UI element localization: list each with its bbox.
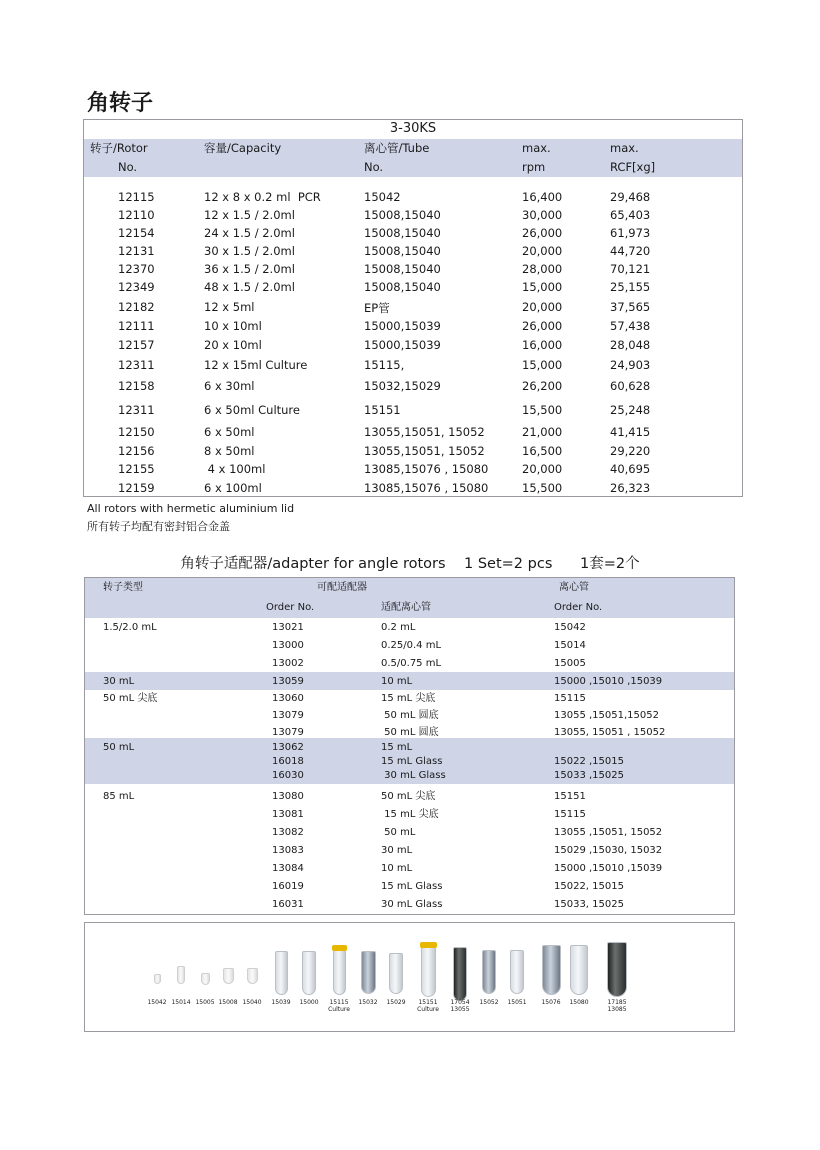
cell-tube-no: 15008,15040 <box>364 244 441 258</box>
cell-tube-no: 15008,15040 <box>364 280 441 294</box>
adapter-cell-fit-tube: 30 mL <box>381 845 413 856</box>
cell-max-rpm: 20,000 <box>522 462 563 476</box>
tube-image-4 <box>247 968 258 984</box>
adapter-header-tube-order-no: Order No. <box>554 602 603 613</box>
adapter-cell-adapter-order-no: 13060 <box>272 693 304 704</box>
cell-max-rpm: 26,000 <box>522 319 563 333</box>
cell-tube-no: 13055,15051, 15052 <box>364 425 485 439</box>
adapter-header-adapter: 可配适配器 <box>317 582 367 593</box>
cell-tube-no: 15000,15039 <box>364 338 441 352</box>
adapter-cell-adapter-order-no: 13081 <box>272 809 304 820</box>
adapter-cell-adapter-order-no: 13083 <box>272 845 304 856</box>
rotor-table-row <box>84 224 742 242</box>
rotor-table-row <box>84 242 742 260</box>
cell-capacity: 6 x 50ml Culture <box>204 403 300 417</box>
tube-label-number: 17054 <box>450 999 470 1006</box>
cell-max-rcf: 26,323 <box>610 481 651 495</box>
tube-image-11 <box>453 947 467 1001</box>
adapter-cell-adapter-order-no: 13079 <box>272 710 304 721</box>
tube-label-sub: Culture <box>417 1006 439 1013</box>
tube-label <box>602 999 632 1013</box>
cell-max-rpm: 21,000 <box>522 425 563 439</box>
tube-image-8 <box>361 951 376 994</box>
rotor-table-row <box>84 377 742 395</box>
tube-image-0 <box>154 974 161 984</box>
rotor-table-row <box>84 278 742 296</box>
cell-rotor-no: 12155 <box>118 462 155 476</box>
adapter-cell-adapter-order-no: 13079 <box>272 727 304 738</box>
tube-label <box>413 999 443 1013</box>
header-rotor-no: No. <box>118 160 138 174</box>
cell-capacity: 6 x 100ml <box>204 481 262 495</box>
rotor-model-title: 3-30KS <box>389 121 437 136</box>
cell-tube-no: 15042 <box>364 190 401 204</box>
cell-tube-no: 15115, <box>364 358 405 372</box>
adapter-cell-fit-tube: 15 mL Glass <box>381 881 443 892</box>
cell-capacity: 12 x 15ml Culture <box>204 358 308 372</box>
adapter-cell-tube-order-no: 15022 ,15015 <box>554 756 624 767</box>
tube-label <box>237 999 267 1006</box>
tube-label-sub: 13055 <box>450 1006 470 1013</box>
adapter-cell-fit-tube: 15 mL Glass <box>381 756 443 767</box>
cell-max-rpm: 30,000 <box>522 208 563 222</box>
tube-image-13 <box>510 950 524 994</box>
cell-rotor-no: 12154 <box>118 226 155 240</box>
cell-rotor-no: 12131 <box>118 244 155 258</box>
adapter-cell-fit-tube: 15 mL <box>381 742 413 753</box>
cell-tube-no: 15151 <box>364 403 401 417</box>
tube-label-number: 15039 <box>271 999 291 1006</box>
adapter-cell-fit-tube: 50 mL <box>381 827 416 838</box>
tube-label-number: 15008 <box>218 999 238 1006</box>
cell-max-rcf: 70,121 <box>610 262 651 276</box>
tube-label <box>294 999 324 1006</box>
adapter-cell-adapter-order-no: 16018 <box>272 756 304 767</box>
adapter-cell-rotor-type: 85 mL <box>103 791 135 802</box>
cell-capacity: 8 x 50ml <box>204 444 255 458</box>
header-rcf: max. <box>610 141 639 155</box>
cell-rotor-no: 12157 <box>118 338 155 352</box>
note-chinese: 所有转子均配有密封铝合金盖 <box>87 520 230 533</box>
cell-tube-no: 15008,15040 <box>364 262 441 276</box>
adapter-cell-adapter-order-no: 13062 <box>272 742 304 753</box>
adapter-cell-fit-tube: 30 mL Glass <box>381 899 443 910</box>
tube-label-number: 15115 <box>329 999 349 1006</box>
cell-capacity: 6 x 30ml <box>204 379 255 393</box>
header-capacity: 容量/Capacity <box>204 141 282 155</box>
adapter-cell-rotor-type: 50 mL <box>103 742 135 753</box>
adapter-cell-adapter-order-no: 13059 <box>272 676 304 687</box>
rotor-table <box>83 119 743 497</box>
cell-tube-no: 13055,15051, 15052 <box>364 444 485 458</box>
adapter-cell-tube-order-no: 13055, 15051 , 15052 <box>554 727 666 738</box>
cell-max-rpm: 15,000 <box>522 358 563 372</box>
tube-cap <box>420 942 437 948</box>
cell-max-rcf: 29,468 <box>610 190 651 204</box>
tube-image-1 <box>177 966 185 984</box>
cell-max-rpm: 15,000 <box>522 280 563 294</box>
adapter-cell-tube-order-no: 15042 <box>554 622 586 633</box>
adapter-cell-tube-order-no: 15115 <box>554 809 586 820</box>
adapter-cell-tube-order-no: 15115 <box>554 693 586 704</box>
cell-max-rcf: 41,415 <box>610 425 651 439</box>
tube-label <box>564 999 594 1006</box>
adapter-cell-tube-order-no: 15000 ,15010 ,15039 <box>554 676 663 687</box>
cell-capacity: 36 x 1.5 / 2.0ml <box>204 262 295 276</box>
cell-max-rpm: 16,000 <box>522 338 563 352</box>
adapter-cell-tube-order-no: 15033, 15025 <box>554 899 624 910</box>
adapter-cell-tube-order-no: 15033 ,15025 <box>554 770 624 781</box>
adapter-cell-fit-tube: 0.25/0.4 mL <box>381 640 442 651</box>
header-tube: 离心管/Tube <box>364 141 430 155</box>
adapter-cell-adapter-order-no: 13084 <box>272 863 304 874</box>
cell-rotor-no: 12156 <box>118 444 155 458</box>
cell-capacity: 12 x 8 x 0.2 ml PCR <box>204 190 321 204</box>
adapter-cell-tube-order-no: 15151 <box>554 791 586 802</box>
cell-capacity: 30 x 1.5 / 2.0ml <box>204 244 295 258</box>
tube-image-14 <box>542 945 561 995</box>
tube-cap <box>332 945 347 951</box>
cell-max-rcf: 65,403 <box>610 208 651 222</box>
cell-rotor-no: 12150 <box>118 425 155 439</box>
cell-capacity: 48 x 1.5 / 2.0ml <box>204 280 295 294</box>
tube-label-number: 15042 <box>147 999 167 1006</box>
tube-image-15 <box>570 945 588 995</box>
adapter-cell-fit-tube: 50 mL 圆底 <box>381 727 439 738</box>
rotor-table-row <box>84 298 742 316</box>
tube-image-9 <box>389 953 403 994</box>
header-rotor: 转子/Rotor <box>90 141 148 155</box>
cell-max-rcf: 61,973 <box>610 226 651 240</box>
cell-rotor-no: 12349 <box>118 280 155 294</box>
adapter-cell-tube-order-no: 13055 ,15051,15052 <box>554 710 659 721</box>
cell-max-rcf: 25,248 <box>610 403 651 417</box>
header-rcf-unit: RCF[xg] <box>610 160 656 174</box>
adapter-header-tube: 离心管 <box>559 582 589 593</box>
tube-image-3 <box>223 968 234 984</box>
adapter-cell-adapter-order-no: 13080 <box>272 791 304 802</box>
cell-tube-no: 15000,15039 <box>364 319 441 333</box>
adapter-cell-adapter-order-no: 13002 <box>272 658 304 669</box>
adapter-cell-fit-tube: 15 mL 尖底 <box>381 693 436 704</box>
adapter-cell-fit-tube: 0.2 mL <box>381 622 416 633</box>
cell-rotor-no: 12182 <box>118 300 155 314</box>
tube-label-number: 15076 <box>541 999 561 1006</box>
tube-image-7 <box>333 950 346 995</box>
rotor-table-row <box>84 206 742 224</box>
cell-capacity: 20 x 10ml <box>204 338 262 352</box>
cell-max-rcf: 37,565 <box>610 300 651 314</box>
cell-max-rpm: 26,000 <box>522 226 563 240</box>
tube-label-number: 15032 <box>358 999 378 1006</box>
cell-rotor-no: 12311 <box>118 403 155 417</box>
adapter-cell-adapter-order-no: 16019 <box>272 881 304 892</box>
adapter-cell-fit-tube: 15 mL 尖底 <box>381 809 439 820</box>
rotor-table-row <box>84 401 742 419</box>
cell-max-rpm: 26,200 <box>522 379 563 393</box>
tube-label <box>353 999 383 1006</box>
cell-capacity: 10 x 10ml <box>204 319 262 333</box>
adapter-cell-fit-tube: 30 mL Glass <box>381 770 446 781</box>
note-english: All rotors with hermetic aluminium lid <box>87 502 295 515</box>
cell-max-rpm: 16,500 <box>522 444 563 458</box>
cell-tube-no: 15008,15040 <box>364 226 441 240</box>
tube-label-number: 15080 <box>569 999 589 1006</box>
tube-image-12 <box>482 950 496 994</box>
rotor-table-row <box>84 317 742 335</box>
adapter-cell-fit-tube: 0.5/0.75 mL <box>381 658 442 669</box>
cell-tube-no: EP管 <box>364 301 390 315</box>
tube-label-number: 15040 <box>242 999 262 1006</box>
adapter-cell-tube-order-no: 15022, 15015 <box>554 881 624 892</box>
adapter-cell-fit-tube: 10 mL <box>381 863 413 874</box>
tube-label <box>381 999 411 1006</box>
tube-image-16 <box>607 942 627 997</box>
tube-label-number: 15151 <box>418 999 438 1006</box>
tube-label <box>266 999 296 1006</box>
rotor-table-row <box>84 423 742 441</box>
tube-image-10 <box>421 947 436 997</box>
cell-max-rpm: 15,500 <box>522 481 563 495</box>
rotor-table-header <box>84 139 742 177</box>
tube-image-5 <box>275 951 288 995</box>
adapter-cell-tube-order-no: 13055 ,15051, 15052 <box>554 827 663 838</box>
tube-label-number: 15000 <box>299 999 319 1006</box>
cell-max-rcf: 60,628 <box>610 379 651 393</box>
cell-max-rcf: 24,903 <box>610 358 651 372</box>
cell-tube-no: 13085,15076 , 15080 <box>364 481 489 495</box>
tube-label-number: 15029 <box>386 999 406 1006</box>
cell-max-rcf: 57,438 <box>610 319 651 333</box>
header-tube-no: No. <box>364 160 384 174</box>
cell-rotor-no: 12370 <box>118 262 155 276</box>
tube-label <box>536 999 566 1006</box>
tube-label <box>474 999 504 1006</box>
cell-capacity: 12 x 1.5 / 2.0ml <box>204 208 295 222</box>
tube-label-number: 15014 <box>171 999 191 1006</box>
tube-label <box>324 999 354 1013</box>
adapter-header-fit-tube: 适配离心管 <box>381 602 431 613</box>
cell-rotor-no: 12158 <box>118 379 155 393</box>
tube-label <box>445 999 475 1013</box>
cell-tube-no: 15008,15040 <box>364 208 441 222</box>
adapter-cell-adapter-order-no: 13000 <box>272 640 304 651</box>
adapter-cell-tube-order-no: 15000 ,15010 ,15039 <box>554 863 663 874</box>
cell-capacity: 6 x 50ml <box>204 425 255 439</box>
adapter-cell-adapter-order-no: 13082 <box>272 827 304 838</box>
cell-max-rcf: 44,720 <box>610 244 651 258</box>
tube-label <box>502 999 532 1006</box>
cell-rotor-no: 12159 <box>118 481 155 495</box>
cell-max-rcf: 29,220 <box>610 444 651 458</box>
header-rpm-unit: rpm <box>522 160 546 174</box>
rotor-table-row <box>84 460 742 478</box>
adapter-cell-tube-order-no: 15014 <box>554 640 586 651</box>
adapter-cell-fit-tube: 50 mL 尖底 <box>381 791 436 802</box>
adapter-cell-tube-order-no: 15029 ,15030, 15032 <box>554 845 663 856</box>
cell-capacity: 4 x 100ml <box>204 462 266 476</box>
rotor-table-row <box>84 188 742 206</box>
cell-max-rpm: 20,000 <box>522 300 563 314</box>
rotor-table-row <box>84 442 742 460</box>
tube-label-sub: 13085 <box>607 1006 627 1013</box>
rotor-table-row <box>84 336 742 354</box>
cell-rotor-no: 12110 <box>118 208 155 222</box>
adapter-cell-fit-tube: 50 mL 圆底 <box>381 710 439 721</box>
rotor-table-row <box>84 356 742 374</box>
adapter-section-title: 角转子适配器/adapter for angle rotors 1 Set=2 pcs 1套=2个 <box>180 556 640 572</box>
cell-max-rpm: 16,400 <box>522 190 563 204</box>
header-rpm: max. <box>522 141 551 155</box>
adapter-table <box>84 577 735 915</box>
tube-image-panel <box>84 922 735 1032</box>
page-title: 角转子 <box>87 91 154 116</box>
adapter-cell-rotor-type: 50 mL 尖底 <box>103 693 158 704</box>
cell-rotor-no: 12311 <box>118 358 155 372</box>
adapter-cell-adapter-order-no: 16030 <box>272 770 304 781</box>
adapter-cell-fit-tube: 10 mL <box>381 676 413 687</box>
cell-max-rpm: 20,000 <box>522 244 563 258</box>
cell-tube-no: 13085,15076 , 15080 <box>364 462 489 476</box>
tube-label-number: 15005 <box>195 999 215 1006</box>
cell-capacity: 24 x 1.5 / 2.0ml <box>204 226 295 240</box>
cell-max-rpm: 28,000 <box>522 262 563 276</box>
adapter-cell-adapter-order-no: 13021 <box>272 622 304 633</box>
cell-max-rcf: 25,155 <box>610 280 651 294</box>
adapter-cell-rotor-type: 1.5/2.0 mL <box>103 622 157 633</box>
cell-max-rcf: 28,048 <box>610 338 651 352</box>
cell-rotor-no: 12111 <box>118 319 155 333</box>
cell-rotor-no: 12115 <box>118 190 155 204</box>
adapter-header-rotor-type: 转子类型 <box>103 582 143 593</box>
cell-max-rpm: 15,500 <box>522 403 563 417</box>
tube-image-6 <box>302 951 316 995</box>
cell-max-rcf: 40,695 <box>610 462 651 476</box>
adapter-cell-adapter-order-no: 16031 <box>272 899 304 910</box>
adapter-header-order-no: Order No. <box>266 602 315 613</box>
adapter-cell-tube-order-no: 15005 <box>554 658 586 669</box>
tube-label-number: 17185 <box>607 999 627 1006</box>
cell-tube-no: 15032,15029 <box>364 379 441 393</box>
rotor-table-row <box>84 479 742 497</box>
tube-label-number: 15051 <box>507 999 527 1006</box>
tube-image-2 <box>201 973 210 985</box>
tube-label-number: 15052 <box>479 999 499 1006</box>
cell-capacity: 12 x 5ml <box>204 300 255 314</box>
adapter-cell-rotor-type: 30 mL <box>103 676 135 687</box>
rotor-table-row <box>84 260 742 278</box>
tube-label-sub: Culture <box>328 1006 350 1013</box>
